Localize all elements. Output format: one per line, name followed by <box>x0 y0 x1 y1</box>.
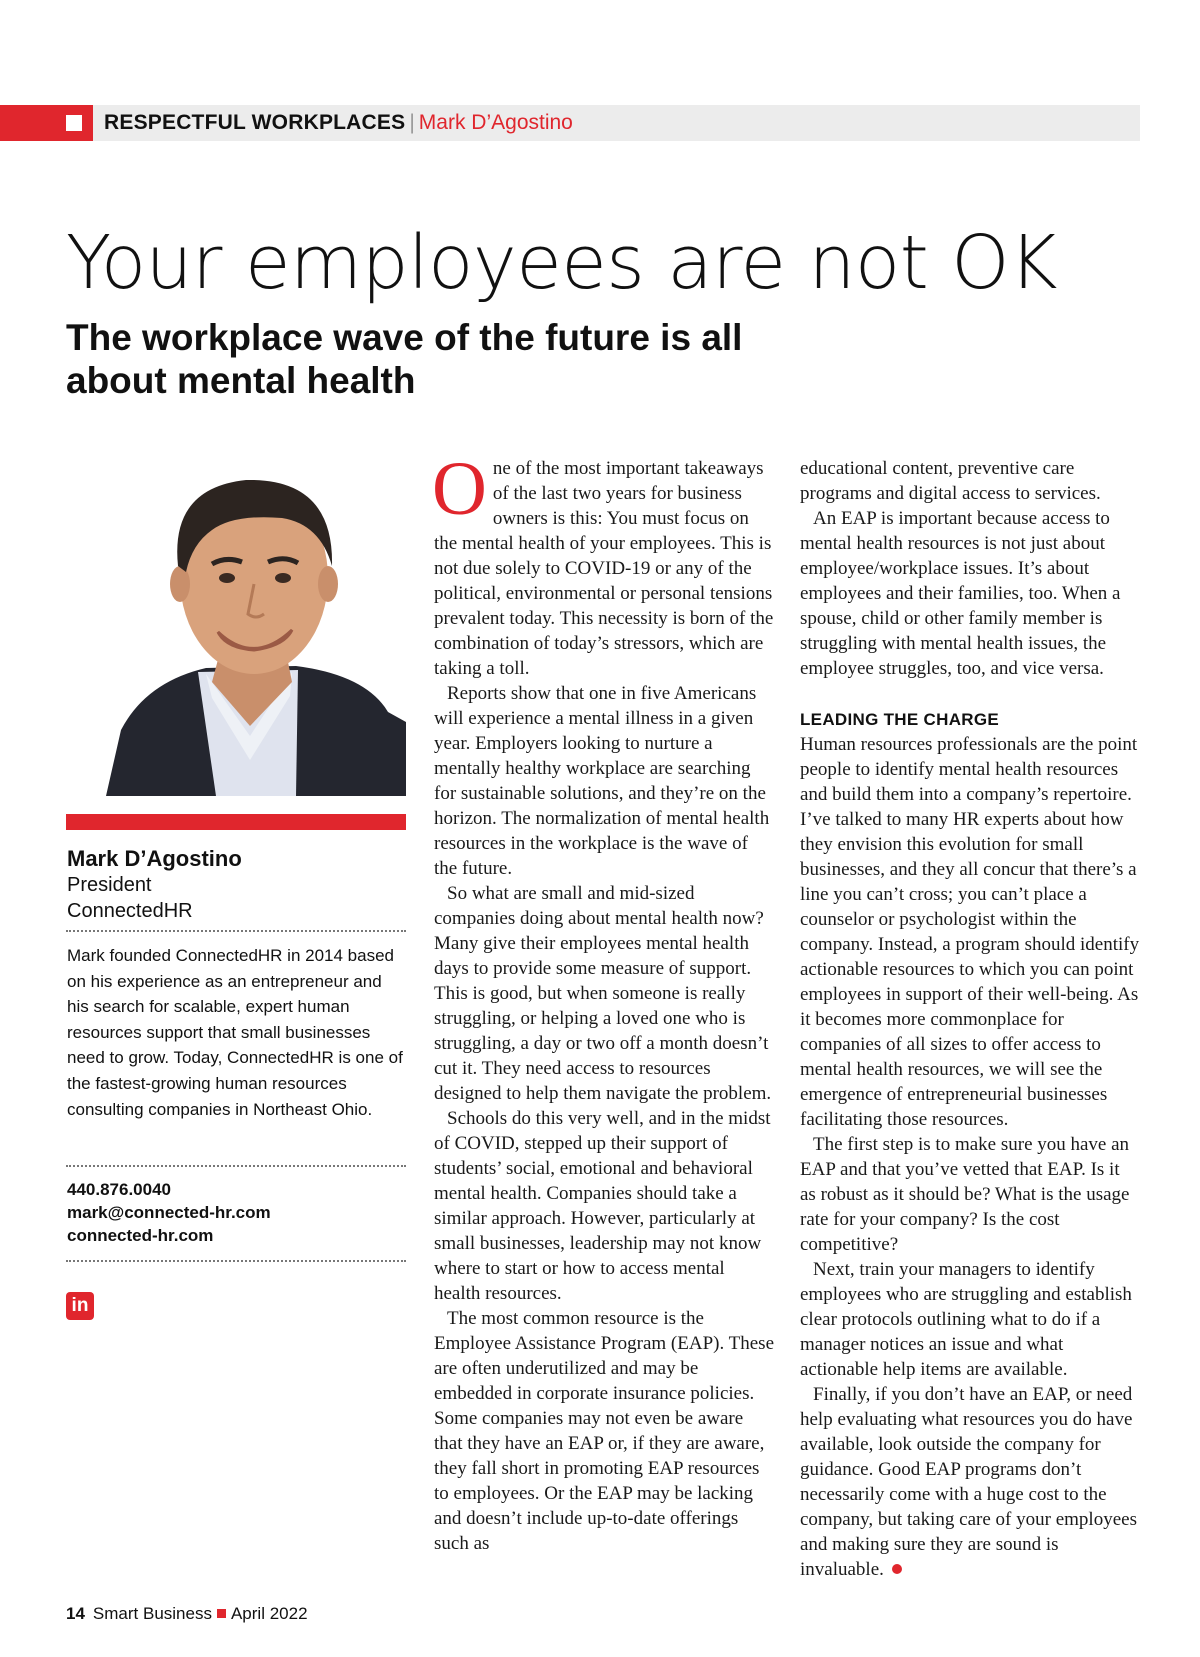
article-subhead: LEADING THE CHARGE <box>800 710 1000 729</box>
bio-divider <box>66 930 406 932</box>
article-paragraph: The most common resource is the Employee Assistance Program (EAP). These are often underutilized and may be embedded in corporate insurance policies. Some companies may not even be aware that they have an EAP or, if they are aware, they fall short in promoting EAP resources to employees. Or the EAP may be lacking and doesn’t include up-to-date offerings such as <box>434 1308 774 1554</box>
bio-title: President <box>67 874 152 896</box>
article-column-1 <box>432 447 774 1556</box>
footer-square-icon <box>217 1609 226 1618</box>
section-label <box>104 111 573 135</box>
contact-phone: 440.876.0040 <box>67 1180 171 1199</box>
end-mark-icon <box>892 1564 902 1574</box>
contact-website[interactable]: connected-hr.com <box>67 1226 214 1245</box>
linkedin-icon[interactable]: in <box>66 1292 94 1320</box>
article-paragraph: Human resources professionals are the point people to identify mental health resources and build them into a company’s repertoire. I’ve talked to many HR experts about how they envision this evolution for small businesses, and they all concur that there’s a line you can’t cross; you can’t place a counselor or psychologist within the company. Instead, a program should identify actionable resources to which you can point employees in support of their well-being. As it becomes more commonplace for companies of all sizes to offer access to mental health resources, we will see the emergence of entrepreneurial businesses facilitating those resources. <box>800 734 1140 1130</box>
author-portrait-image <box>66 460 406 796</box>
bio-company: ConnectedHR <box>67 900 193 922</box>
article-paragraph: Reports show that one in five Americans will experience a mental illness in a given year. Employers looking to nurture a mentally healthy workplace are searching for sustainable solutions, and they’re on the horizon. The normalization of mental health resources in the workplace is the wave of the future. <box>434 683 770 879</box>
section-separator: | <box>409 111 415 134</box>
article-paragraph-text: ne of the most important takeaways of the last two years for business owners is this: You must focus on the mental health of your employees. This is not due solely to COVID-19 or any of the political, environmental or personal tensions prevalent today. This necessity is born of the combination of today’s stressors, which are taking a toll. <box>434 458 774 679</box>
section-author: Mark D’Agostino <box>418 111 573 134</box>
subheadline: The workplace wave of the future is all about mental health <box>66 317 743 401</box>
article-paragraph: The first step is to make sure you have an EAP and that you’ve vetted that EAP. Is it as robust as it should be? What is the usage rate for your company? Is the cost competitive? <box>800 1134 1130 1255</box>
article-paragraph-text: Finally, if you don’t have an EAP, or need help evaluating what resources you do have available, look outside the company for guidance. Good EAP programs don’t necessarily come with a huge cost to the company, but taking care of your employees and making sure they are sound is invaluable. <box>800 1384 1137 1580</box>
section-name: RESPECTFUL WORKPLACES <box>104 111 406 134</box>
page-footer <box>66 1603 308 1625</box>
article-paragraph: educational content, preventive care programs and digital access to services. <box>800 458 1101 504</box>
article-column-2 <box>800 456 1140 1582</box>
headline: Your employees are not OK <box>66 220 1058 306</box>
article-paragraph <box>800 1382 1140 1582</box>
article-paragraph <box>432 447 774 681</box>
article-paragraph: So what are small and mid-sized companies doing about mental health now? Many give their employees mental health days to provide some measure of support. This is good, but when someone is really struggling, or helping a loved one who is struggling, a day or two off a month doesn’t cut it. They need access to resources designed to help them navigate the problem. <box>434 883 772 1104</box>
bio-text: Mark founded ConnectedHR in 2014 based on his experience as an entrepreneur and his search for scalable, expert human resources support that small businesses need to grow. Today, ConnectedHR is one of the fastest-growing human resources consulting companies in Northeast Ohio. <box>67 946 403 1119</box>
article-paragraph: An EAP is important because access to mental health resources is not just about employee/workplace issues. It’s about employees and their families, too. When a spouse, child or other family member is struggling with mental health issues, the employee struggles, too, and vice versa. <box>800 508 1121 679</box>
section-square-icon <box>66 115 82 131</box>
photo-accent-bar <box>66 814 406 830</box>
publication-name: Smart Business <box>92 1604 212 1623</box>
contact-divider <box>66 1165 406 1167</box>
issue-date: April 2022 <box>230 1604 308 1623</box>
article-paragraph: Next, train your managers to identify employees who are struggling and establish clear protocols outlining what to do if a manager notices an issue and what actionable help items are available. <box>800 1259 1132 1380</box>
bio-name: Mark D’Agostino <box>67 846 242 871</box>
article-paragraph: Schools do this very well, and in the midst of COVID, stepped up their support of students’ social, emotional and behavioral mental health. Companies should take a similar approach. However, particularly at small businesses, leadership may not know where to start or how to access mental health resources. <box>434 1108 771 1304</box>
page-number: 14 <box>66 1604 85 1623</box>
section-bar <box>0 105 1140 141</box>
contact-email[interactable]: mark@connected-hr.com <box>67 1203 271 1222</box>
author-photo <box>66 460 406 796</box>
drop-cap: O <box>432 447 487 531</box>
social-divider <box>66 1260 406 1262</box>
